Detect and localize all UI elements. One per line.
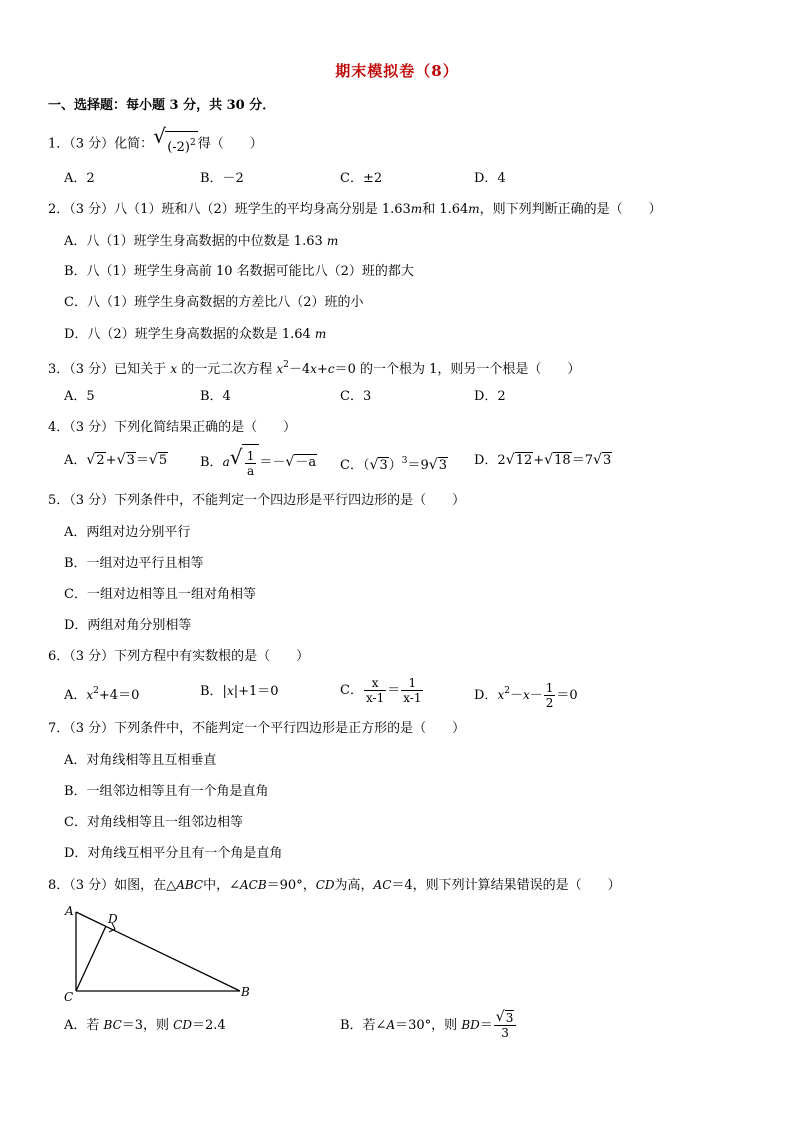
question-6-stem: 6．（3 分）下列方程中有实数根的是（ ）	[48, 649, 310, 664]
q6-option-b: B．|x|+1＝0	[200, 684, 279, 699]
side-ab	[76, 912, 240, 991]
question-7-stem: 7．（3 分）下列条件中，不能判定一个平行四边形是正方形的是（ ）	[48, 721, 466, 736]
question-5-stem: 5．（3 分）下列条件中，不能判定一个四边形是平行四边形的是（ ）	[48, 493, 466, 508]
question-8-stem: 8．（3 分）如图，在△ABC中，∠ACB＝90°，CD为高，AC＝4，则下列计算结果错误的是（ ）	[48, 878, 621, 893]
q2-option-a: A．八（1）班学生身高数据的中位数是 1.63 m	[64, 234, 339, 249]
label-a: A	[65, 904, 74, 918]
q8-option-a: A．若 BC＝3，则 CD＝2.4	[64, 1018, 226, 1033]
q3-option-a: A．5	[64, 389, 95, 404]
q3-option-c: C．3	[340, 389, 372, 404]
q6-option-d: D．$x^2-x-$ $\frac{1}{2}$ ＝0	[474, 681, 578, 710]
question-1-stem: 1．（3 分）化简：√ $(-2)^2$ 得（ ）	[48, 131, 263, 157]
q5-option-c: C．一组对边相等且一组对角相等	[64, 587, 256, 602]
q2-option-c: C．八（1）班学生身高数据的方差比八（2）班的小	[64, 295, 364, 310]
q3-option-d: D．2	[474, 389, 506, 404]
q7-option-c: C．对角线相等且一组邻边相等	[64, 815, 243, 830]
q1-option-d: D．4	[474, 171, 506, 186]
section-heading: 一、选择题：每小题 3 分，共 30 分．	[48, 98, 276, 113]
q2-option-b: B．八（1）班学生身高前 10 名数据可能比八（2）班的都大	[64, 264, 414, 279]
q1-option-c: C．±2	[340, 171, 383, 186]
q5-option-b: B．一组对边平行且相等	[64, 556, 204, 571]
q7-option-d: D．对角线互相平分且有一个角是直角	[64, 846, 283, 861]
q4-option-d: D．2√ 12+√ 18＝7√ 3	[474, 452, 612, 470]
question-2-stem: 2．（3 分）八（1）班和八（2）班学生的平均身高分别是 1.63m和 1.64m，则下列判断正确的是（ ）	[48, 202, 662, 217]
label-b: B	[241, 985, 250, 999]
sqrt-symbol: √ $(-2)^2$	[153, 131, 198, 157]
page-title: 期末模拟卷（8）	[335, 62, 459, 80]
q5-option-a: A．两组对边分别平行	[64, 525, 191, 540]
label-c: C	[64, 990, 74, 1004]
q2-option-d: D．八（2）班学生身高数据的众数是 1.64 m	[64, 327, 327, 342]
q4-option-b: B．a √ $\frac{1}{a}$ ＝－√ －a	[200, 444, 317, 481]
q6-option-a: A．$x^2+4=0$	[64, 686, 140, 703]
question-3-stem: 3．（3 分）已知关于 x 的一元二次方程 $x^2-4x+c=0$ 的一个根为 1，则另一个根是（ ）	[48, 360, 581, 377]
q7-option-a: A．对角线相等且互相垂直	[64, 753, 217, 768]
q4-option-a: A．√ 2+√ 3＝√ 5	[64, 452, 168, 470]
q6-option-c: C． $\frac{x}{x-1}$ ＝ $\frac{1}{x-1}$	[340, 676, 422, 705]
altitude-cd	[76, 926, 106, 991]
q8-option-b: B．若∠A＝30°，则 BD＝ √ $\frac{3}{3}$	[340, 1006, 517, 1045]
q3-option-b: B．4	[200, 389, 231, 404]
triangle-figure	[60, 900, 260, 1006]
q5-option-d: D．两组对角分别相等	[64, 618, 192, 633]
q1-option-b: B．－2	[200, 171, 244, 186]
q7-option-b: B．一组邻边相等且有一个角是直角	[64, 784, 269, 799]
question-4-stem: 4．（3 分）下列化简结果正确的是（ ）	[48, 420, 297, 435]
q1-option-a: A．2	[64, 171, 95, 186]
label-d: D	[108, 912, 118, 926]
q4-option-c: C．（√ 3）$^3$＝9√ 3	[340, 452, 448, 475]
